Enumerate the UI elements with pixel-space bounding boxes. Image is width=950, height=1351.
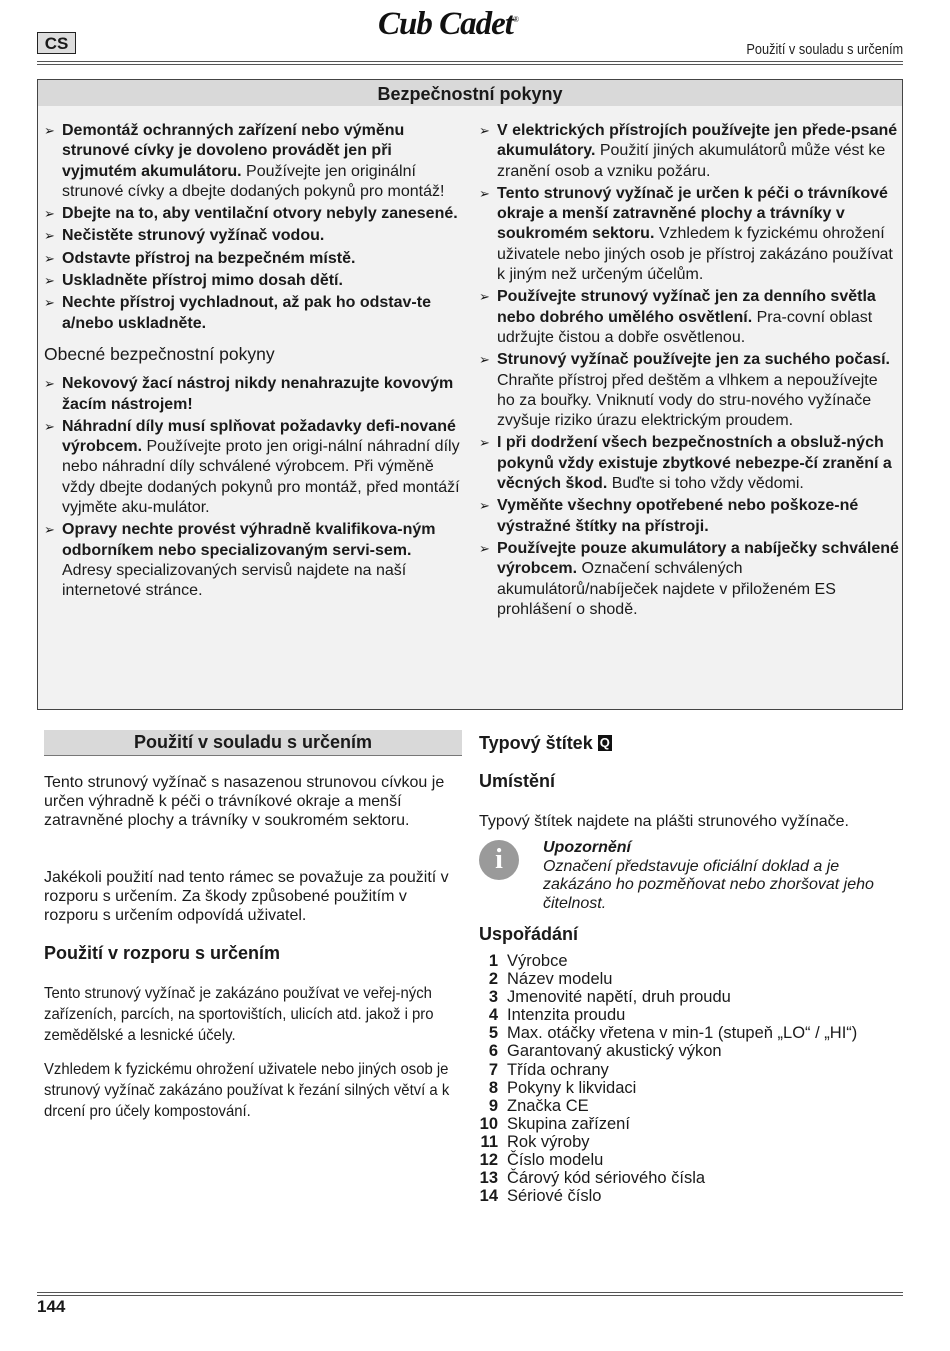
parts-row (479, 952, 857, 970)
safety-item-bold: Tento strunový vyžínač je určen k péči o trávníkové okraje a menší zatravněné plochy a trávníky v soukromém sektoru. (497, 184, 888, 243)
parts-row (479, 1042, 857, 1060)
part-number: 11 (480, 1132, 498, 1151)
safety-item-text: Použití jiných akumulátorů může vést ke zranění osob a vzniku požáru. (497, 142, 886, 180)
part-number: 10 (479, 1114, 498, 1133)
header-rule (37, 61, 903, 65)
part-number: 12 (479, 1151, 498, 1170)
part-label: Čárový kód sériového čísla (507, 1169, 706, 1188)
part-label: Skupina zařízení (507, 1114, 630, 1133)
parts-row (479, 1187, 857, 1205)
part-label: Pokyny k likvidaci (507, 1078, 637, 1097)
location-text: Typový štítek najdete na plášti strunového vyžínače. (479, 813, 849, 830)
part-label: Značka CE (507, 1096, 589, 1115)
safety-list-right (479, 121, 899, 620)
safety-item-text: Adresy specializovaných servisů najdete na naší internetové stránce. (62, 561, 407, 600)
safety-item (479, 121, 899, 182)
part-label: Třída ochrany (507, 1060, 609, 1079)
parts-row (479, 970, 857, 988)
brand-logo: Cub Cadet® (378, 6, 519, 42)
safety-item-bold: Používejte strunový vyžínač jen za denního světla nebo dobrého umělého osvětlení. (497, 288, 876, 326)
footer-rule (37, 1292, 903, 1296)
note-text: Označení představuje oficiální doklad a je zakázáno ho pozměňovat nebo zhoršovat jeho čitelnost. (543, 857, 874, 912)
safety-left-column (44, 121, 464, 604)
part-label: Rok výroby (507, 1132, 590, 1151)
part-number: 6 (488, 1042, 498, 1061)
part-number: 7 (488, 1060, 498, 1079)
safety-item-bold: Uskladněte přístroj mimo dosah dětí. (62, 272, 343, 290)
part-label: Intenzita proudu (507, 1006, 626, 1025)
safety-list-left (44, 121, 464, 334)
parts-row (479, 1115, 857, 1133)
note-block (543, 839, 893, 913)
safety-item-bold: Demontáž ochranných zařízení nebo výměnu strunové cívky je dovoleno provádět jen při vyjmutém akumulátoru. (62, 122, 405, 180)
parts-row (479, 1061, 857, 1079)
safety-item-bold: Vyměňte všechny opotřebené nebo poškoze-né výstražné štítky na přístroji. (497, 497, 859, 535)
safety-item (479, 496, 899, 537)
note-title: Upozornění (543, 839, 631, 856)
general-safety-heading: Obecné bezpečnostní pokyny (44, 343, 275, 364)
intended-use-title: Použití v souladu s určením (44, 730, 462, 756)
parts-row (479, 1097, 857, 1115)
general-safety-list (44, 374, 464, 601)
language-badge: CS (37, 32, 76, 54)
part-label: Název modelu (507, 970, 613, 989)
safety-item-text: Vzhledem k fyzickému ohrožení uživatele nebo jiných osob je přístroj zakázáno používat k jiným než určeným účelům. (497, 225, 893, 284)
safety-item-bold: Odstavte přístroj na bezpečném místě. (62, 249, 356, 267)
safety-box (37, 79, 903, 710)
part-label: Jmenovité napětí, druh proudu (507, 988, 731, 1007)
safety-item (479, 433, 899, 494)
safety-item-bold: Nečistěte strunový vyžínač vodou. (62, 227, 325, 245)
safety-item (479, 184, 899, 285)
parts-row (479, 988, 857, 1006)
part-number: 4 (488, 1006, 498, 1025)
safety-item (44, 271, 464, 291)
running-title: Použití v souladu s určením (746, 42, 903, 58)
safety-item (44, 226, 464, 246)
safety-item-bold: I při dodržení všech bezpečnostních a obsluž-ných pokynů vždy existuje zbytkové nebezpe-čí zranění a věcných škod. (497, 434, 892, 493)
safety-item-bold: Nechte přístroj vychladnout, až pak ho odstav-te a/nebo uskladněte. (62, 294, 431, 332)
part-number: 2 (488, 970, 498, 989)
safety-item (44, 293, 464, 334)
safety-item-bold: Dbejte na to, aby ventilační otvory nebyly zanesené. (62, 205, 458, 223)
safety-item (479, 287, 899, 348)
part-number: 9 (488, 1096, 498, 1115)
intended-use-para-2: Jakékoli použití nad tento rámec se považuje za použití v rozporu s určením. Za škody způsobené použitím v rozporu s určením odpovídá uživatel. (44, 869, 449, 924)
part-label: Max. otáčky vřetena v min-1 (stupeň „LO“ / „HI“) (507, 1024, 858, 1043)
intended-use-para-1: Tento strunový vyžínač s nasazenou strunovou cívkou je určen výhradně k péči o trávníkové okraje a menší zatravněné plochy a trávníky v soukromém sektoru. (44, 774, 445, 829)
misuse-para-2: Vzhledem k fyzickému ohrožení uživatele nebo jiných osob je strunový vyžínač zakázáno používat k řezání silných větví a k drcení pro účely kompostování. (44, 1061, 450, 1120)
safety-item (44, 204, 464, 224)
parts-list (479, 952, 857, 1205)
safety-item (44, 249, 464, 269)
part-number: 8 (488, 1078, 498, 1097)
safety-item (44, 520, 464, 601)
safety-item (44, 374, 464, 415)
part-label: Číslo modelu (507, 1151, 604, 1170)
parts-row (479, 1006, 857, 1024)
safety-item-text: Používejte jen originální strunové cívky a dbejte dodaných pokynů pro montáž! (62, 162, 445, 200)
part-label: Výrobce (507, 952, 568, 970)
safety-item-bold: Používejte pouze akumulátory a nabíječky schválené výrobcem. (497, 539, 899, 578)
safety-item-text: Chraňte přístroj před deštěm a vlhkem a nepoužívejte ho za bouřky. Vniknutí vody do stru-nového vyžínače zvyšuje riziko úrazu elektrickým proudem. (497, 371, 878, 430)
part-label: Sériové číslo (507, 1187, 602, 1206)
parts-row (479, 1151, 857, 1169)
part-number: 1 (488, 952, 498, 970)
safety-item-text: Buďte si toho vždy vědomi. (607, 475, 804, 493)
safety-item-bold: Opravy nechte provést výhradně kvalifikova-ným odborníkem nebo specializovaným servi-sem. (62, 521, 436, 559)
part-label: Garantovaný akustický výkon (507, 1042, 722, 1061)
safety-item-text: Označení schválených akumulátorů/nabíječek najdete v přiloženém ES prohlášení o shodě. (497, 560, 836, 618)
part-number: 13 (479, 1169, 498, 1188)
figure-ref-badge: Q (599, 735, 610, 750)
rating-plate-heading: Typový štítek Q (479, 733, 610, 753)
parts-row (479, 1079, 857, 1097)
misuse-para-1: Tento strunový vyžínač je zakázáno používat ve veřej-ných zařízeních, parcích, na sportovištích, ulicích atd. jakož i pro zemědělské a lesnické účely. (44, 985, 434, 1044)
safety-item-text: Pra-covní oblast udržujte čistou a dobře osvětlenou. (497, 308, 873, 346)
safety-box-title: Bezpečnostní pokyny (38, 80, 902, 106)
part-number: 3 (488, 988, 498, 1007)
safety-item-bold: Nekovový žací nástroj nikdy nenahrazujte kovovým žacím nástrojem! (62, 375, 454, 413)
safety-right-column (479, 121, 899, 622)
page-number: 144 (37, 1297, 66, 1316)
safety-item-bold: V elektrických přístrojích používejte jen přede-psané akumulátory. (497, 122, 898, 160)
layout-heading: Uspořádání (479, 924, 579, 944)
safety-item (44, 121, 464, 202)
safety-item (479, 539, 899, 620)
safety-item-bold: Strunový vyžínač používejte jen za suchého počasí. (497, 351, 890, 369)
info-icon: i (479, 840, 519, 880)
part-number: 5 (488, 1024, 498, 1043)
safety-item (44, 417, 464, 518)
parts-row (479, 1169, 857, 1187)
parts-row (479, 1024, 857, 1042)
parts-row (479, 1133, 857, 1151)
misuse-heading: Použití v rozporu s určením (44, 943, 281, 963)
safety-item-bold: Náhradní díly musí splňovat požadavky defi-nované výrobcem. (62, 417, 456, 456)
safety-item-text: Používejte proto jen origi-nální náhradní díly nebo náhradní díly schválené výrobcem. Při výměně vždy dbejte dodaných pokynů pro montáž, před montáží vyjměte aku-mulátor. (62, 438, 460, 517)
part-number: 14 (479, 1187, 498, 1206)
location-heading: Umístění (479, 771, 556, 791)
safety-item (479, 350, 899, 431)
